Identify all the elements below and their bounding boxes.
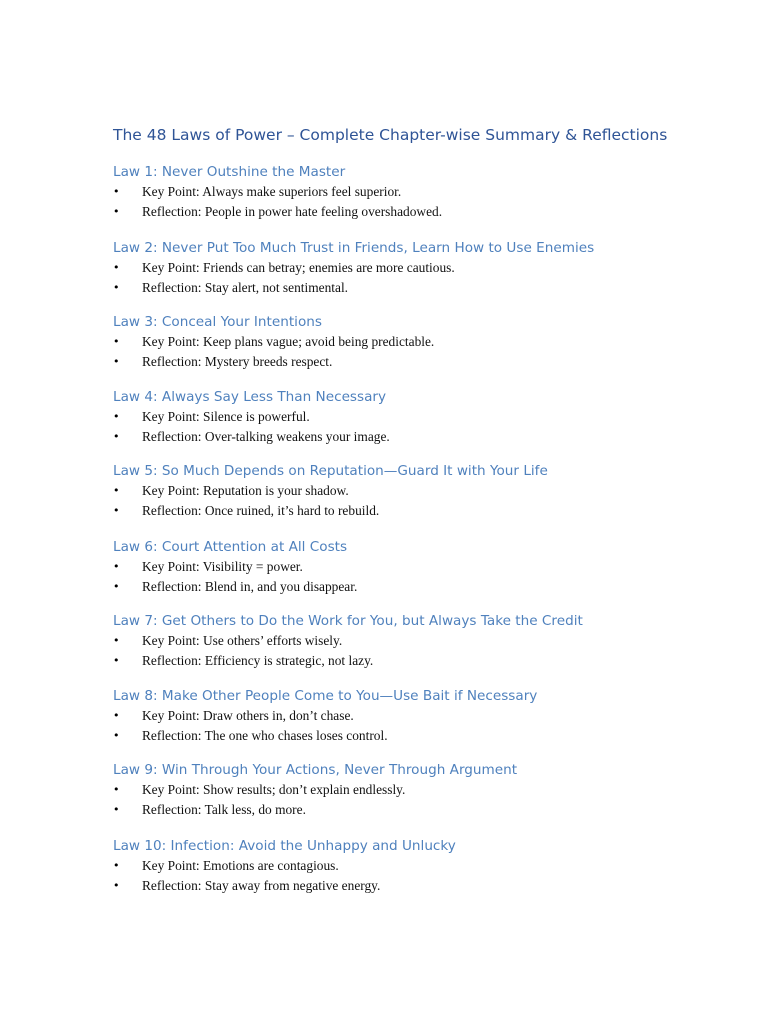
bullet-item-reflection bbox=[113, 651, 733, 671]
law-section-2 bbox=[113, 238, 733, 297]
reflection-text: Reflection: People in power hate feeling overshadowed. bbox=[142, 203, 443, 219]
key-point-text: Key Point: Use others’ efforts wisely. bbox=[142, 633, 343, 648]
bullet-icon: • bbox=[113, 653, 120, 667]
bullet-item-reflection bbox=[113, 278, 733, 298]
reflection-text: Reflection: Stay alert, not sentimental. bbox=[142, 279, 349, 295]
bullet-icon: • bbox=[113, 878, 120, 892]
bullet-item-key-point bbox=[113, 182, 733, 202]
bullet-list bbox=[113, 557, 733, 596]
law-heading: Law 9: Win Through Your Actions, Never Through Argument bbox=[113, 762, 518, 778]
bullet-icon: • bbox=[113, 634, 120, 647]
bullet-icon: • bbox=[113, 410, 120, 423]
key-point-text: Key Point: Show results; don’t explain endlessly. bbox=[142, 782, 406, 797]
bullet-icon: • bbox=[113, 429, 120, 443]
law-heading: Law 8: Make Other People Come to You—Use Bait if Necessary bbox=[113, 688, 538, 704]
bullet-list bbox=[113, 182, 733, 221]
reflection-text: Reflection: Blend in, and you disappear. bbox=[142, 578, 358, 594]
bullet-item-reflection bbox=[113, 427, 733, 447]
key-point-text: Key Point: Emotions are contagious. bbox=[142, 858, 339, 873]
bullet-list bbox=[113, 631, 733, 670]
reflection-text: Reflection: Over-talking weakens your image. bbox=[142, 428, 390, 444]
bullet-icon: • bbox=[113, 783, 120, 796]
reflection-text: Reflection: Efficiency is strategic, not lazy. bbox=[142, 652, 374, 668]
bullet-item-reflection bbox=[113, 726, 733, 746]
law-heading: Law 5: So Much Depends on Reputation—Guard It with Your Life bbox=[113, 463, 548, 479]
bullet-icon: • bbox=[113, 185, 120, 198]
bullet-item-key-point bbox=[113, 481, 733, 501]
law-section-6 bbox=[113, 537, 733, 596]
law-heading: Law 3: Conceal Your Intentions bbox=[113, 314, 322, 330]
bullet-list bbox=[113, 780, 733, 819]
bullet-list bbox=[113, 481, 733, 520]
law-heading: Law 1: Never Outshine the Master bbox=[113, 164, 346, 180]
bullet-item-key-point bbox=[113, 407, 733, 427]
bullet-icon: • bbox=[113, 709, 120, 722]
bullet-icon: • bbox=[113, 484, 120, 497]
reflection-text: Reflection: Mystery breeds respect. bbox=[142, 353, 333, 369]
bullet-item-reflection bbox=[113, 501, 733, 521]
bullet-icon: • bbox=[113, 503, 120, 517]
bullet-item-reflection bbox=[113, 202, 733, 222]
bullet-icon: • bbox=[113, 802, 120, 816]
law-heading: Law 6: Court Attention at All Costs bbox=[113, 539, 348, 555]
bullet-icon: • bbox=[113, 261, 120, 274]
bullet-list bbox=[113, 407, 733, 446]
bullet-icon: • bbox=[113, 354, 120, 368]
bullet-list bbox=[113, 258, 733, 297]
law-section-3 bbox=[113, 312, 733, 371]
reflection-text: Reflection: Talk less, do more. bbox=[142, 801, 306, 817]
bullet-icon: • bbox=[113, 560, 120, 573]
bullet-list bbox=[113, 856, 733, 895]
law-section-7 bbox=[113, 611, 733, 670]
key-point-text: Key Point: Keep plans vague; avoid being predictable. bbox=[142, 334, 435, 349]
bullet-icon: • bbox=[113, 859, 120, 872]
key-point-text: Key Point: Draw others in, don’t chase. bbox=[142, 708, 354, 723]
document-title: The 48 Laws of Power – Complete Chapter-wise Summary & Reflections bbox=[113, 126, 668, 144]
bullet-item-reflection bbox=[113, 352, 733, 372]
law-heading: Law 7: Get Others to Do the Work for You, but Always Take the Credit bbox=[113, 613, 583, 629]
bullet-icon: • bbox=[113, 280, 120, 294]
bullet-icon: • bbox=[113, 579, 120, 593]
reflection-text: Reflection: Stay away from negative energy. bbox=[142, 877, 381, 893]
bullet-item-key-point bbox=[113, 557, 733, 577]
bullet-list bbox=[113, 706, 733, 745]
law-heading: Law 4: Always Say Less Than Necessary bbox=[113, 389, 387, 405]
reflection-text: Reflection: Once ruined, it’s hard to rebuild. bbox=[142, 502, 380, 518]
law-heading: Law 2: Never Put Too Much Trust in Friends, Learn How to Use Enemies bbox=[113, 240, 595, 256]
law-heading: Law 10: Infection: Avoid the Unhappy and Unlucky bbox=[113, 838, 456, 854]
bullet-item-key-point bbox=[113, 332, 733, 352]
key-point-text: Key Point: Always make superiors feel superior. bbox=[142, 184, 402, 199]
law-section-9 bbox=[113, 760, 733, 819]
bullet-icon: • bbox=[113, 204, 120, 218]
key-point-text: Key Point: Reputation is your shadow. bbox=[142, 483, 349, 498]
bullet-item-reflection bbox=[113, 577, 733, 597]
law-section-4 bbox=[113, 387, 733, 446]
bullet-icon: • bbox=[113, 335, 120, 348]
bullet-item-key-point bbox=[113, 706, 733, 726]
law-section-1 bbox=[113, 162, 733, 221]
reflection-text: Reflection: The one who chases loses control. bbox=[142, 727, 388, 743]
bullet-item-reflection bbox=[113, 876, 733, 896]
key-point-text: Key Point: Silence is powerful. bbox=[142, 409, 310, 424]
bullet-item-reflection bbox=[113, 800, 733, 820]
law-section-8 bbox=[113, 686, 733, 745]
bullet-item-key-point bbox=[113, 258, 733, 278]
bullet-list bbox=[113, 332, 733, 371]
key-point-text: Key Point: Visibility = power. bbox=[142, 559, 303, 574]
key-point-text: Key Point: Friends can betray; enemies are more cautious. bbox=[142, 260, 455, 275]
law-section-10 bbox=[113, 836, 733, 895]
bullet-item-key-point bbox=[113, 631, 733, 651]
bullet-icon: • bbox=[113, 728, 120, 742]
bullet-item-key-point bbox=[113, 780, 733, 800]
law-section-5 bbox=[113, 461, 733, 520]
bullet-item-key-point bbox=[113, 856, 733, 876]
